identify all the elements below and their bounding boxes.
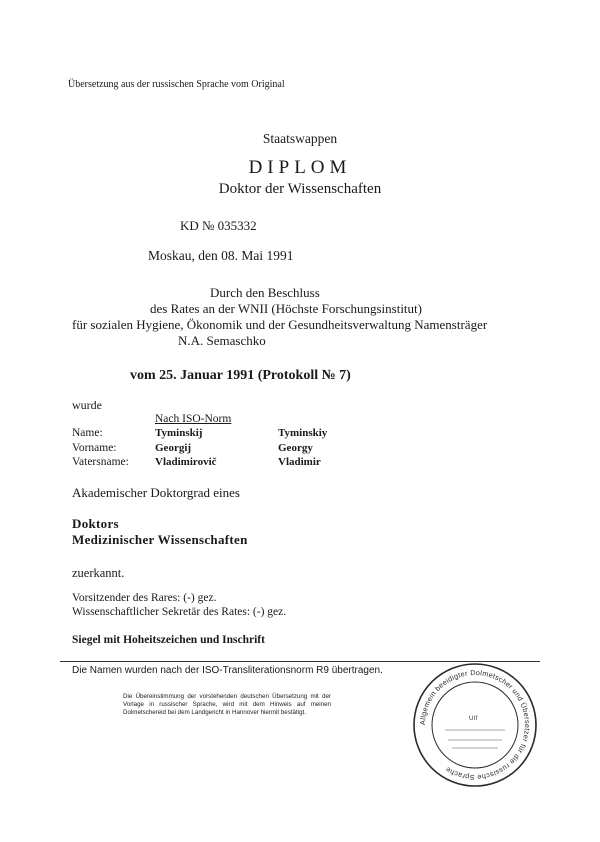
wurde-text: wurde	[72, 398, 102, 412]
name-value-iso: Tyminskiy	[278, 427, 328, 439]
awarded-text: zuerkannt.	[72, 566, 125, 580]
resolution-line-1: Durch den Beschluss	[210, 285, 320, 300]
degree-name-line-2: Medizinischer Wissenschaften	[72, 532, 248, 547]
diploma-number: KD № 035332	[180, 218, 257, 233]
translator-seal-stamp	[410, 660, 540, 790]
iso-norm-header: Nach ISO-Norm	[155, 413, 232, 425]
stamp-ring-text: Allgemein beeidigter Dolmetscher und Übersetzer für die russische Sprache	[417, 667, 533, 783]
patronymic-value-iso: Vladimir	[278, 456, 321, 468]
resolution-line-3: für sozialen Hygiene, Ökonomik und der Gesundheitsverwaltung Namensträger	[72, 317, 488, 332]
name-label: Name:	[72, 427, 103, 439]
svg-text:Allgemein beeidigter Dolmetsch	[418, 668, 532, 782]
patronymic-value-original: Vladimirovič	[155, 456, 217, 468]
session-date: vom 25. Januar 1991 (Protokoll № 7)	[130, 368, 351, 383]
name-value-original: Tyminskij	[155, 427, 203, 439]
chair-signature: Vorsitzender des Rares: (-) gez.	[72, 592, 217, 604]
secretary-signature: Wissenschaftlicher Sekretär des Rates: (-) gez.	[72, 606, 287, 618]
degree-grant-text: Akademischer Doktorgrad eines	[72, 485, 240, 500]
seal-note: Siegel mit Hoheitszeichen und Inschrift	[72, 634, 265, 646]
first-name-label: Vorname:	[72, 442, 117, 454]
patronymic-label: Vatersname:	[72, 456, 129, 468]
degree-title: Doktor der Wissenschaften	[218, 181, 382, 197]
place-and-date: Moskau, den 08. Mai 1991	[148, 248, 294, 263]
document-type-title: DIPLOM	[248, 157, 352, 178]
resolution-line-4: N.A. Semaschko	[178, 333, 266, 348]
first-name-value-iso: Georgy	[278, 442, 313, 454]
degree-name-line-1: Doktors	[72, 516, 119, 531]
first-name-value-original: Georgij	[155, 442, 192, 454]
resolution-line-2: des Rates an der WNII (Höchste Forschungsinstitut)	[150, 301, 422, 316]
transliteration-footnote: Die Namen wurden nach der ISO-Transliterationsnorm R9 übertragen.	[72, 665, 383, 676]
translation-note: Übersetzung aus der russischen Sprache vom Original	[68, 79, 285, 90]
stamp-name-text: Ulf	[469, 716, 478, 722]
coat-of-arms-label: Staatswappen	[262, 131, 338, 146]
translator-certification: Die Übereinstimmung der vorstehenden deutschen Übersetzung mit der Vorlage in russischer Sprache, wird mit dem Hinweis auf meinen Dolmetschereid bei dem Landgericht in Hannover hiermit bestätigt.	[123, 693, 331, 717]
